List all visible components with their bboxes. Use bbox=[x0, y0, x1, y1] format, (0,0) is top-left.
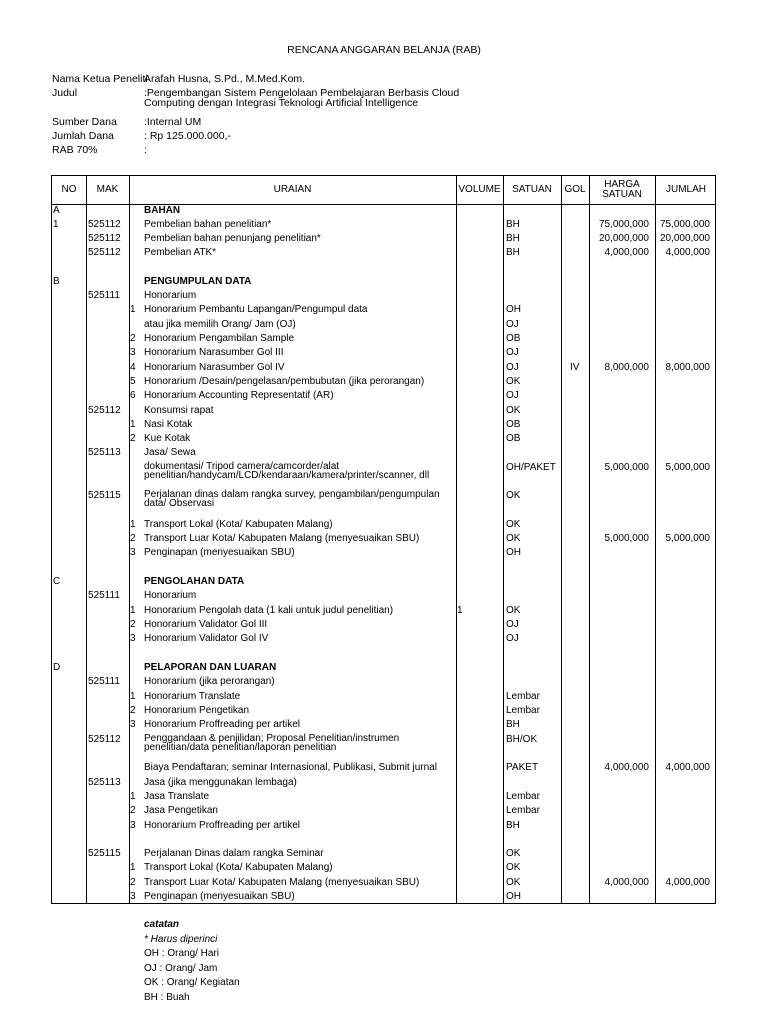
row-uraian: Honorarium Validator Gol III bbox=[144, 619, 268, 630]
table-row bbox=[52, 532, 715, 546]
notes bbox=[144, 918, 240, 1005]
judul-label: Judul bbox=[52, 87, 78, 99]
table-row bbox=[52, 289, 715, 303]
row-uraian: Pembelian ATK* bbox=[144, 247, 217, 258]
table-row bbox=[52, 718, 715, 732]
table-row bbox=[52, 790, 715, 804]
page-title: RENCANA ANGGARAN BELANJA (RAB) bbox=[287, 44, 481, 56]
row-mak: 525115 bbox=[88, 848, 121, 859]
row-satuan: OK bbox=[506, 605, 521, 616]
table-row bbox=[52, 518, 715, 532]
row-satuan: OB bbox=[506, 433, 521, 444]
table-row bbox=[52, 733, 715, 753]
table-row bbox=[52, 776, 715, 790]
row-harga: 20,000,000 bbox=[598, 233, 649, 244]
row-uraian: Honorarium Pengambilan Sample bbox=[144, 333, 295, 344]
row-satuan: OK bbox=[506, 533, 521, 544]
row-uraian: Penginapan (menyesuaikan SBU) bbox=[144, 891, 295, 902]
row-mak: 525111 bbox=[88, 676, 120, 687]
row-uraian: Honorarium Narasumber Gol III bbox=[144, 347, 284, 358]
row-uraian: Transport Luar Kota/ Kabupaten Malang (menyesuaikan SBU) bbox=[144, 533, 420, 544]
row-sub: 2 bbox=[130, 619, 136, 630]
row-uraian: Nasi Kotak bbox=[144, 419, 193, 430]
row-uraian-line2: penelitian/data penelitian/laporan penelitian bbox=[144, 742, 337, 753]
table-row bbox=[52, 361, 715, 375]
row-uraian: PELAPORAN DAN LUARAN bbox=[144, 662, 277, 673]
row-no: A bbox=[53, 205, 60, 216]
table-row bbox=[52, 546, 715, 560]
meta-sumber bbox=[52, 116, 712, 129]
row-no: D bbox=[53, 662, 61, 673]
row-uraian: Jasa Pengetikan bbox=[144, 805, 218, 816]
row-uraian-line2: data/ Observasi bbox=[144, 498, 215, 509]
header-volume: VOLUME bbox=[458, 184, 501, 195]
row-sub: 2 bbox=[130, 705, 136, 716]
sumber-value: :Internal UM bbox=[144, 116, 202, 128]
row-satuan: Lembar bbox=[506, 805, 540, 816]
rab-table bbox=[51, 175, 716, 904]
row-sub: 2 bbox=[130, 433, 136, 444]
row-uraian: Honorarium /Desain/pengelasan/pembubutan (jika perorangan) bbox=[144, 376, 425, 387]
table-row bbox=[52, 804, 715, 818]
note-item: OH : Orang/ Hari bbox=[144, 948, 220, 959]
row-satuan: PAKET bbox=[506, 762, 539, 773]
row-satuan: OJ bbox=[506, 362, 519, 373]
row-jumlah: 5,000,000 bbox=[665, 462, 710, 473]
row-uraian: Honorarium bbox=[144, 290, 197, 301]
table-row bbox=[52, 461, 715, 481]
row-uraian bbox=[144, 490, 440, 508]
table-row bbox=[52, 632, 715, 646]
row-jumlah: 4,000,000 bbox=[665, 762, 710, 773]
row-uraian: Honorarium Proffreading per artikel bbox=[144, 719, 301, 730]
row-satuan: OK bbox=[506, 877, 521, 888]
row-sub: 1 bbox=[130, 304, 136, 315]
row-mak: 525113 bbox=[88, 447, 121, 458]
row-mak: 525112 bbox=[88, 233, 121, 244]
row-sub: 1 bbox=[130, 791, 136, 802]
row-satuan: OK bbox=[506, 519, 521, 530]
row-sub: 1 bbox=[130, 605, 136, 616]
row-satuan: OJ bbox=[506, 347, 519, 358]
table-row bbox=[52, 232, 715, 246]
row-mak: 525111 bbox=[88, 290, 120, 301]
row-uraian: Honorarium Accounting Representatif (AR) bbox=[144, 390, 334, 401]
row-uraian bbox=[144, 734, 399, 752]
note-item: BH : Buah bbox=[144, 991, 190, 1003]
row-satuan: BH bbox=[506, 219, 520, 230]
row-uraian: PENGUMPULAN DATA bbox=[144, 276, 252, 287]
table-row bbox=[52, 690, 715, 704]
row-volume: 1 bbox=[457, 605, 463, 616]
row-sub: 2 bbox=[130, 877, 136, 888]
row-sub: 6 bbox=[130, 390, 136, 401]
sumber-label: Sumber Dana bbox=[52, 116, 117, 128]
row-harga: 8,000,000 bbox=[604, 362, 649, 373]
row-uraian-line2: penelitian/handycam/LCD/kendaraan/kamera/printer/scanner, dll bbox=[144, 470, 430, 481]
row-no: C bbox=[53, 576, 61, 587]
row-uraian: Biaya Pendaftaran; seminar Internasional, Publikasi, Submit jurnal bbox=[144, 762, 437, 773]
row-uraian: Honorarium Validator Gol IV bbox=[144, 633, 269, 644]
row-jumlah: 4,000,000 bbox=[665, 247, 710, 258]
header-harga-satuan: HARGA SATUAN bbox=[602, 179, 642, 200]
table-row bbox=[52, 446, 715, 460]
row-satuan: OH bbox=[506, 547, 521, 558]
row-satuan: OJ bbox=[506, 319, 519, 330]
row-satuan: Lembar bbox=[506, 791, 540, 802]
row-satuan: OK bbox=[506, 376, 521, 387]
meta-judul bbox=[52, 87, 712, 111]
row-sub: 3 bbox=[130, 547, 136, 558]
jumlah-value: : Rp 125.000.000,- bbox=[144, 130, 231, 142]
row-satuan: BH bbox=[506, 719, 520, 730]
row-satuan: BH/OK bbox=[506, 734, 538, 745]
table-row bbox=[52, 404, 715, 418]
row-sub: 2 bbox=[130, 805, 136, 816]
table-row bbox=[52, 876, 715, 890]
notes-heading: catatan bbox=[144, 919, 180, 930]
table-row bbox=[52, 604, 715, 618]
row-satuan: BH bbox=[506, 820, 520, 831]
rab-value: : bbox=[144, 144, 147, 156]
table-row bbox=[52, 675, 715, 689]
row-uraian: Honorarium bbox=[144, 590, 197, 601]
row-sub: 3 bbox=[130, 633, 136, 644]
header-mak: MAK bbox=[96, 184, 119, 195]
note-item: OK : Orang/ Kegiatan bbox=[144, 977, 240, 988]
row-uraian: Jasa (jika menggunakan lembaga) bbox=[144, 777, 297, 788]
row-uraian: atau jika memilih Orang/ Jam (OJ) bbox=[144, 319, 296, 330]
row-no: B bbox=[53, 276, 60, 287]
row-satuan: OK bbox=[506, 848, 521, 859]
row-uraian: Penginapan (menyesuaikan SBU) bbox=[144, 547, 295, 558]
row-uraian: Honorarium Pembantu Lapangan/Pengumpul data bbox=[144, 304, 368, 315]
row-harga: 4,000,000 bbox=[604, 762, 649, 773]
row-sub: 3 bbox=[130, 891, 136, 902]
row-satuan: OH/PAKET bbox=[506, 462, 556, 473]
row-sub: 2 bbox=[130, 333, 136, 344]
table-row bbox=[52, 575, 715, 589]
table-row bbox=[52, 303, 715, 317]
row-satuan: OK bbox=[506, 405, 521, 416]
row-uraian: Jasa/ Sewa bbox=[144, 447, 196, 458]
row-mak: 525111 bbox=[88, 590, 120, 601]
table-row bbox=[52, 861, 715, 875]
row-uraian-line1: dokumentasi/ Tripod camera/camcorder/alat bbox=[144, 461, 340, 472]
row-harga: 75,000,000 bbox=[598, 219, 649, 230]
row-uraian bbox=[144, 462, 429, 480]
row-sub: 1 bbox=[130, 691, 136, 702]
row-sub: 4 bbox=[130, 362, 136, 373]
row-mak: 525112 bbox=[88, 734, 121, 745]
row-uraian-line1: Perjalanan dinas dalam rangka survey, pengambilan/pengumpulan bbox=[144, 489, 440, 500]
row-uraian: Honorarium Narasumber Gol IV bbox=[144, 362, 285, 373]
table-row bbox=[52, 389, 715, 403]
row-mak: 525112 bbox=[88, 405, 121, 416]
table-row bbox=[52, 432, 715, 446]
row-jumlah: 20,000,000 bbox=[659, 233, 710, 244]
row-sub: 1 bbox=[130, 519, 136, 530]
row-uraian: Konsumsi rapat bbox=[144, 405, 214, 416]
header-no: NO bbox=[61, 184, 77, 195]
row-satuan: Lembar bbox=[506, 691, 540, 702]
header-uraian: URAIAN bbox=[273, 184, 312, 195]
row-uraian: PENGOLAHAN DATA bbox=[144, 576, 245, 587]
row-harga: 5,000,000 bbox=[604, 533, 649, 544]
row-satuan: OB bbox=[506, 419, 521, 430]
table-row bbox=[52, 318, 715, 332]
row-satuan: Lembar bbox=[506, 705, 540, 716]
row-satuan: OJ bbox=[506, 619, 519, 630]
row-harga: 5,000,000 bbox=[604, 462, 649, 473]
table-row bbox=[52, 418, 715, 432]
row-sub: 1 bbox=[130, 419, 136, 430]
table-row bbox=[52, 661, 715, 675]
header-gol: GOL bbox=[564, 184, 586, 195]
ketua-value: Arafah Husna, S.Pd., M.Med.Kom. bbox=[144, 73, 306, 85]
table-row bbox=[52, 704, 715, 718]
table-row bbox=[52, 218, 715, 232]
row-mak: 525112 bbox=[88, 247, 121, 258]
row-satuan: OJ bbox=[506, 390, 519, 401]
row-harga: 4,000,000 bbox=[604, 877, 649, 888]
table-row bbox=[52, 618, 715, 632]
table-row bbox=[52, 346, 715, 360]
row-satuan: OK bbox=[506, 490, 521, 501]
row-satuan: BH bbox=[506, 233, 520, 244]
row-uraian: Honorarium Pengetikan bbox=[144, 705, 250, 716]
row-uraian: Pembelian bahan penelitian* bbox=[144, 219, 272, 230]
meta-rab bbox=[52, 144, 712, 157]
table-row bbox=[52, 489, 715, 509]
rab-label: RAB 70% bbox=[52, 144, 98, 156]
header-satuan: SATUAN bbox=[512, 184, 552, 195]
row-uraian: Pembelian bahan penunjang penelitian* bbox=[144, 233, 321, 244]
row-uraian: Honorarium (jika perorangan) bbox=[144, 676, 275, 687]
row-satuan: BH bbox=[506, 247, 520, 258]
row-jumlah: 5,000,000 bbox=[665, 533, 710, 544]
row-sub: 1 bbox=[130, 862, 136, 873]
row-sub: 5 bbox=[130, 376, 136, 387]
row-uraian: BAHAN bbox=[144, 205, 181, 216]
table-row bbox=[52, 375, 715, 389]
row-jumlah: 75,000,000 bbox=[659, 219, 710, 230]
row-sub: 3 bbox=[130, 820, 136, 831]
row-uraian: Honorarium Translate bbox=[144, 691, 241, 702]
table-row bbox=[52, 890, 715, 904]
row-sub: 3 bbox=[130, 347, 136, 358]
meta-ketua bbox=[52, 73, 712, 86]
table-row bbox=[52, 819, 715, 833]
note-item: OJ : Orang/ Jam bbox=[144, 962, 218, 974]
row-harga: 4,000,000 bbox=[604, 247, 649, 258]
judul-value-line2: Computing dengan Integrasi Teknologi Artificial Intelligence bbox=[144, 97, 419, 109]
row-satuan: OH bbox=[506, 891, 521, 902]
table-row bbox=[52, 847, 715, 861]
row-satuan: OJ bbox=[506, 633, 519, 644]
ketua-label: Nama Ketua Peneliti bbox=[52, 73, 148, 85]
row-satuan: OK bbox=[506, 862, 521, 873]
table-row bbox=[52, 204, 715, 218]
row-satuan: OH bbox=[506, 304, 521, 315]
note-item: * Harus diperinci bbox=[144, 933, 218, 945]
table-row bbox=[52, 275, 715, 289]
table-row bbox=[52, 246, 715, 260]
row-jumlah: 4,000,000 bbox=[665, 877, 710, 888]
judul-value-line1: :Pengembangan Sistem Pengelolaan Pembelajaran Berbasis Cloud bbox=[144, 87, 460, 99]
row-sub: 3 bbox=[130, 719, 136, 730]
row-mak: 525115 bbox=[88, 490, 121, 501]
row-satuan: OB bbox=[506, 333, 521, 344]
row-sub: 2 bbox=[130, 533, 136, 544]
row-uraian: Transport Lokal (Kota/ Kabupaten Malang) bbox=[144, 862, 333, 873]
row-jumlah: 8,000,000 bbox=[665, 362, 710, 373]
header-jumlah: JUMLAH bbox=[665, 184, 706, 195]
row-uraian: Transport Luar Kota/ Kabupaten Malang (menyesuaikan SBU) bbox=[144, 877, 420, 888]
row-mak: 525113 bbox=[88, 777, 121, 788]
row-uraian: Honorarium Pengolah data (1 kali untuk judul penelitian) bbox=[144, 605, 394, 616]
row-mak: 525112 bbox=[88, 219, 121, 230]
jumlah-label: Jumlah Dana bbox=[52, 130, 114, 142]
row-uraian: Transport Lokal (Kota/ Kabupaten Malang) bbox=[144, 519, 333, 530]
row-uraian: Perjalanan Dinas dalam rangka Seminar bbox=[144, 848, 324, 859]
row-uraian: Kue Kotak bbox=[144, 433, 191, 444]
table-row bbox=[52, 589, 715, 603]
row-uraian: Honorarium Proffreading per artikel bbox=[144, 820, 301, 831]
row-no: 1 bbox=[53, 219, 59, 230]
row-uraian-line1: Penggandaan & penjilidan; Proposal Penelitian/instrumen bbox=[144, 733, 400, 744]
row-uraian: Jasa Translate bbox=[144, 791, 210, 802]
meta-jumlah bbox=[52, 130, 712, 143]
row-gol: IV bbox=[570, 362, 580, 373]
table-row bbox=[52, 761, 715, 775]
table-row bbox=[52, 332, 715, 346]
